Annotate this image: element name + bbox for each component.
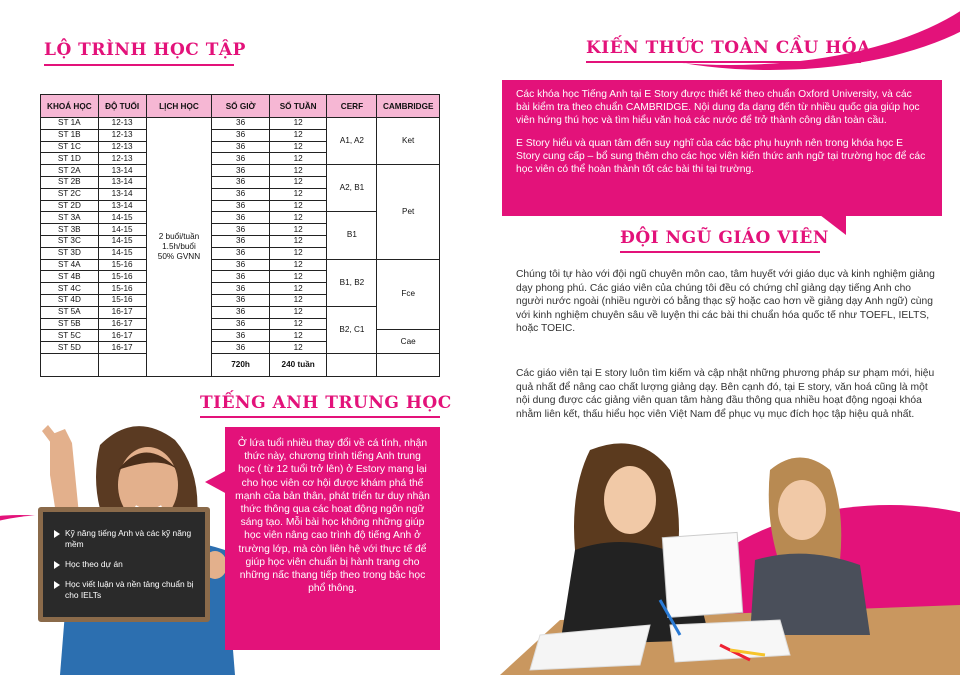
course-cell: ST 1A [41, 118, 99, 130]
course-cell: ST 3C [41, 235, 99, 247]
schedule-table [40, 94, 440, 377]
weeks-cell: 12 [269, 118, 327, 130]
weeks-cell: 12 [269, 235, 327, 247]
age-cell: 15-16 [98, 271, 146, 283]
total-hours-cell: 720h [212, 353, 269, 376]
hours-cell: 36 [212, 200, 269, 212]
course-cell: ST 5D [41, 342, 99, 354]
weeks-cell: 12 [269, 259, 327, 271]
secondary-box [225, 427, 440, 650]
chalkboard-list [43, 512, 205, 601]
age-cell: 13-14 [98, 165, 146, 177]
course-cell: ST 2A [41, 165, 99, 177]
age-cell: 15-16 [98, 294, 146, 306]
course-cell: ST 2D [41, 200, 99, 212]
course-cell: ST 3B [41, 224, 99, 236]
cerf-cell: A2, B1 [327, 165, 377, 212]
table-header-row [41, 95, 440, 118]
weeks-cell: 12 [269, 318, 327, 330]
course-cell: ST 4A [41, 259, 99, 271]
age-cell: 12-13 [98, 118, 146, 130]
hours-cell: 36 [212, 306, 269, 318]
course-cell: ST 1C [41, 141, 99, 153]
hours-cell: 36 [212, 212, 269, 224]
right-title-underline [586, 61, 861, 63]
age-cell: 16-17 [98, 318, 146, 330]
hours-cell: 36 [212, 294, 269, 306]
weeks-cell: 12 [269, 271, 327, 283]
cambridge-cell: Fce [377, 259, 440, 330]
weeks-cell: 12 [269, 330, 327, 342]
hours-cell: 36 [212, 176, 269, 188]
total-weeks-cell: 240 tuần [269, 353, 327, 376]
total-empty [41, 353, 99, 376]
course-cell: ST 4B [41, 271, 99, 283]
hours-cell: 36 [212, 224, 269, 236]
secondary-text: Ở lứa tuổi nhiều thay đổi về cá tính, nhận thức này, chương trình tiếng Anh trung học ( từ 12 tuổi trở lên) ở Estory mang lại cho học viên cơ hội được khám phá thế mạnh của bản thân, phát triển tư duy nhận thức thông qua các hoạt động ngôn ngữ sáng tạo. Mỗi bài học không những giúp học viên nâng cao trình độ tiếng Anh ở trường lớp, mà còn liên hệ với thực tế để giúp học viên chuẩn bị hành trang cho những nấc thang tiếp theo trong bậc học phổ thông. [235, 438, 430, 595]
cerf-cell: B2, C1 [327, 306, 377, 353]
schedule-line: 50% GVNN [157, 251, 201, 261]
table-row [41, 165, 440, 177]
course-cell: ST 2C [41, 188, 99, 200]
age-cell: 14-15 [98, 235, 146, 247]
age-cell: 14-15 [98, 247, 146, 259]
cambridge-cell: Pet [377, 165, 440, 259]
weeks-cell: 12 [269, 200, 327, 212]
col-header-cambridge: CAMBRIDGE [377, 95, 440, 118]
hours-cell: 36 [212, 235, 269, 247]
table-row [41, 259, 440, 271]
age-cell: 16-17 [98, 330, 146, 342]
age-cell: 13-14 [98, 188, 146, 200]
weeks-cell: 12 [269, 141, 327, 153]
weeks-cell: 12 [269, 342, 327, 354]
course-cell: ST 2B [41, 176, 99, 188]
age-cell: 16-17 [98, 306, 146, 318]
global-knowledge-box [502, 80, 942, 216]
age-cell: 13-14 [98, 176, 146, 188]
secondary-box-tail [205, 470, 227, 494]
age-cell: 15-16 [98, 259, 146, 271]
hours-cell: 36 [212, 283, 269, 295]
hours-cell: 36 [212, 342, 269, 354]
total-empty [377, 353, 440, 376]
col-header-course: KHOÁ HỌC [41, 95, 99, 118]
cerf-cell: A1, A2 [327, 118, 377, 165]
hours-cell: 36 [212, 129, 269, 141]
course-cell: ST 4C [41, 283, 99, 295]
weeks-cell: 12 [269, 129, 327, 141]
col-header-weeks: SỐ TUẦN [269, 95, 327, 118]
schedule-line: 2 buổi/tuần [158, 231, 200, 241]
cambridge-cell: Ket [377, 118, 440, 165]
age-cell: 14-15 [98, 224, 146, 236]
weeks-cell: 12 [269, 294, 327, 306]
team-paragraph-1: Chúng tôi tự hào với đội ngũ chuyên môn cao, tâm huyết với giáo dục và kinh nghiệm giảng dạy phong phú. Các giáo viên của chúng tôi đều có chứng chỉ giảng dạy tiếng Anh cho người nước ngoài (nhiều người có bằng thạc sỹ hoặc cao hơn về giảng dạy Anh ngữ) cùng với kinh nghiệm chuyên sâu về luyện thi các bài thi chuẩn hóa quốc tế như TOEFL, IELTS, hoặc TOEIC. [516, 269, 935, 335]
table-row [41, 330, 440, 342]
col-header-hours: SỐ GIỜ [212, 95, 269, 118]
right-title: KIẾN THỨC TOÀN CẦU HÓA [586, 38, 871, 58]
team-title-underline [620, 251, 820, 253]
hours-cell: 36 [212, 318, 269, 330]
hours-cell: 36 [212, 153, 269, 165]
hours-cell: 36 [212, 259, 269, 271]
chalkboard [38, 507, 210, 622]
age-cell: 14-15 [98, 212, 146, 224]
hours-cell: 36 [212, 271, 269, 283]
chalkboard-item: Học theo dự án [65, 559, 195, 570]
age-cell: 12-13 [98, 141, 146, 153]
cerf-cell: B1, B2 [327, 259, 377, 306]
weeks-cell: 12 [269, 306, 327, 318]
weeks-cell: 12 [269, 188, 327, 200]
global-text-1: Các khóa học Tiếng Anh tại E Story được thiết kế theo chuẩn Oxford University, và các bài kiểm tra theo chuẩn CAMBRIDGE. Nội dung đa dạng đến từ nhiều quốc gia giúp học viên hứng thú học và tìm hiểu văn hoá các nước để trở thành công dân toàn cầu. [516, 89, 920, 127]
weeks-cell: 12 [269, 212, 327, 224]
hours-cell: 36 [212, 247, 269, 259]
hours-cell: 36 [212, 330, 269, 342]
weeks-cell: 12 [269, 153, 327, 165]
col-header-cerf: CERF [327, 95, 377, 118]
age-cell: 13-14 [98, 200, 146, 212]
course-cell: ST 5A [41, 306, 99, 318]
course-cell: ST 5B [41, 318, 99, 330]
team-paragraph-2: Các giáo viên tại E story luôn tìm kiếm và cập nhật những phương pháp sư phạm mới, hiệu quả nhất để nâng cao chất lượng giảng dạy. Bên cạnh đó, tại E story, văn hoá cũng là một nội dung được các giảng viên quan tâm hàng đầu thông qua nhiều hoạt động ngoại khóa nhằm liên kết, thấu hiểu học viên Việt Nam để phục vụ mục đích học tập hiệu quả nhất. [516, 368, 935, 420]
schedule-cell [146, 118, 212, 377]
age-cell: 12-13 [98, 153, 146, 165]
course-cell: ST 1D [41, 153, 99, 165]
chalkboard-item: Học viết luận và nền tảng chuẩn bị cho IELTs [65, 579, 194, 600]
weeks-cell: 12 [269, 165, 327, 177]
global-text-2: E Story hiểu và quan tâm đến suy nghĩ của các bậc phụ huynh nên trong khóa học E Story cung cấp – bổ sung thêm cho các học viên kiến thức anh ngữ tại trường học để các học viên có thể hoàn thành tốt các bài thi tại trường. [516, 137, 926, 176]
cambridge-cell: Cae [377, 330, 440, 354]
course-cell: ST 3D [41, 247, 99, 259]
course-cell: ST 4D [41, 294, 99, 306]
hours-cell: 36 [212, 188, 269, 200]
col-header-schedule: LỊCH HỌC [146, 95, 212, 118]
total-empty [98, 353, 146, 376]
weeks-cell: 12 [269, 176, 327, 188]
table-row [41, 118, 440, 130]
course-cell: ST 1B [41, 129, 99, 141]
weeks-cell: 12 [269, 247, 327, 259]
schedule-line: 1.5h/buổi [162, 241, 196, 251]
age-cell: 12-13 [98, 129, 146, 141]
total-empty [327, 353, 377, 376]
hours-cell: 36 [212, 118, 269, 130]
course-cell: ST 3A [41, 212, 99, 224]
age-cell: 15-16 [98, 283, 146, 295]
chalkboard-item: Kỹ năng tiếng Anh và các kỹ năng mềm [65, 528, 195, 550]
table-total-row [41, 353, 440, 376]
left-title-underline [44, 64, 234, 66]
hours-cell: 36 [212, 141, 269, 153]
teacher-student-photo [480, 430, 960, 675]
left-title: LỘ TRÌNH HỌC TẬP [44, 40, 246, 60]
weeks-cell: 12 [269, 224, 327, 236]
weeks-cell: 12 [269, 283, 327, 295]
secondary-title: TIẾNG ANH TRUNG HỌC [200, 393, 452, 413]
course-cell: ST 5C [41, 330, 99, 342]
hours-cell: 36 [212, 165, 269, 177]
age-cell: 16-17 [98, 342, 146, 354]
team-title: ĐỘI NGŨ GIÁO VIÊN [620, 228, 829, 248]
cerf-cell: B1 [327, 212, 377, 259]
col-header-age: ĐỘ TUỔI [98, 95, 146, 118]
